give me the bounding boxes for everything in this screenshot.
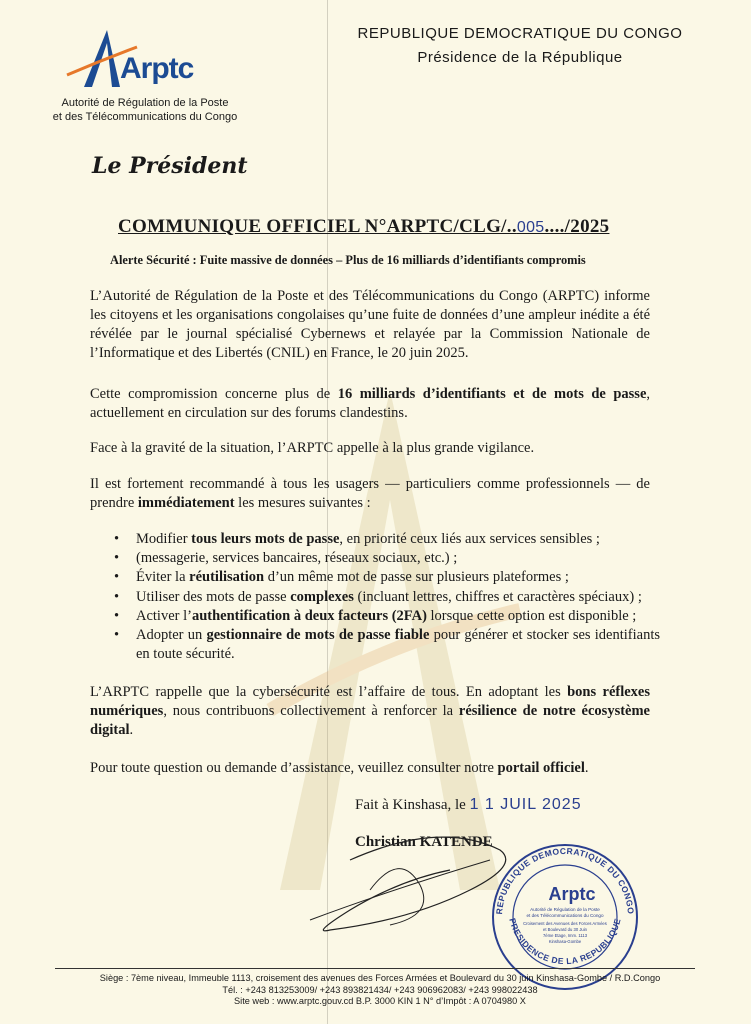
p5-bold-2: résilience de notre écosystème digital xyxy=(90,703,650,738)
list-item: • (messagerie, services bancaires, réseaux sociaux, etc.) ; xyxy=(100,549,660,568)
title-prefix: COMMUNIQUE OFFICIEL N°ARPTC/CLG/.. xyxy=(118,216,517,237)
p5-text-a: L’ARPTC rappelle que la cybersécurité est l’affaire de tous. En adoptant les xyxy=(90,684,568,700)
seal-ring-bottom: PRESIDENCE DE LA REPUBLIQUE xyxy=(507,917,623,967)
paragraph-5 xyxy=(90,683,650,740)
p2-text-a: Cette compromission concerne plus de xyxy=(90,386,338,402)
footer xyxy=(60,973,700,1008)
seal-line-2: et des Télécommunications du Congo xyxy=(526,913,604,918)
country-name: REPUBLIQUE DEMOCRATIQUE DU CONGO xyxy=(357,25,683,42)
title-suffix: ..../2025 xyxy=(544,216,610,237)
list-item: • Activer l’authentification à deux facteurs (2FA) lorsque cette option est disponible ; xyxy=(100,607,660,626)
date-stamp: 1 1 JUIL 2025 xyxy=(469,796,582,813)
place-and-date xyxy=(355,796,582,814)
seal-line-6: Kinshasa-Gombe xyxy=(548,939,582,944)
org-line-2: et des Télécommunications du Congo xyxy=(52,111,238,123)
seal-line-3: Croisement des Avenues des Forces Armées xyxy=(523,921,607,926)
place-text: Fait à Kinshasa, le xyxy=(355,797,470,813)
p6-bold: portail officiel xyxy=(497,760,585,776)
paragraph-2 xyxy=(90,385,650,423)
logo-text: Arptc xyxy=(120,52,194,85)
signer-name: Christian KATENDE xyxy=(355,834,493,850)
p2-text-c: , actuellement en circulation sur des forums clandestins. xyxy=(90,386,650,421)
footer-address: Siège : 7ème niveau, Immeuble 1113, croisement des avenues des Forces Armées et Boulevard du 30 juin Kinshasa-Gombe / R.D.Congo xyxy=(99,973,661,983)
signatory-title: Le Président xyxy=(92,153,248,179)
p5-bold-1: bons réflexes numériques xyxy=(90,684,650,719)
footer-web: Site web : www.arptc.gouv.cd B.P. 3000 KIN 1 N° d’Impôt : A 0704980 X xyxy=(234,996,526,1006)
p4-bold: immédiatement xyxy=(137,495,235,511)
p5-text-e: . xyxy=(129,722,134,738)
seal-line-1: Autorité de Régulation de la Poste xyxy=(530,907,600,912)
seal-logo: Arptc xyxy=(548,884,596,904)
organization-name xyxy=(40,96,250,124)
p5-text-c: , nous contribuons collectivement à renforcer la xyxy=(163,703,459,719)
list-item: • Utiliser des mots de passe complexes (incluant lettres, chiffres et caractères spéciaux) ; xyxy=(100,588,660,607)
footer-divider xyxy=(55,968,695,969)
p4-text-c: les mesures suivantes : xyxy=(234,495,371,511)
p6-text-c: . xyxy=(584,760,589,776)
paragraph-1: L’Autorité de Régulation de la Poste et des Télécommunications du Congo (ARPTC) informe les citoyens et les organisations congolaises qu’une fuite de données d’une ampleur inédite a été révélée par le journal spécialisé Cybernews et relayée par la Commission Nationale de l’Informatique et des Libertés (CNIL) en France, le 20 juin 2025. xyxy=(90,288,650,361)
seal-line-5: 7ème Etage, Imm. 1113 xyxy=(542,933,588,938)
p2-bold: 16 milliards d’identifiants et de mots de passe xyxy=(337,386,647,402)
handwritten-number: 005 xyxy=(516,219,545,236)
country-header xyxy=(330,22,710,70)
list-item: • Modifier tous leurs mots de passe, en priorité ceux liés aux services sensibles ; xyxy=(100,530,660,549)
list-item: • Éviter la réutilisation d’un même mot de passe sur plusieurs plateformes ; xyxy=(100,568,660,587)
org-line-1: Autorité de Régulation de la Poste xyxy=(61,97,229,109)
recommendations-list xyxy=(100,530,660,664)
svg-text:REPUBLIQUE DEMOCRATIQUE DU CON xyxy=(494,846,636,915)
p6-text-a: Pour toute question ou demande d’assistance, veuillez consulter notre xyxy=(90,760,498,776)
seal-ring-top: REPUBLIQUE DEMOCRATIQUE DU CONGO xyxy=(493,845,637,915)
presidency-name: Présidence de la République xyxy=(417,49,623,66)
footer-phone: Tél. : +243 813253009/ +243 893821434/ +243 906962083/ +243 998022438 xyxy=(222,984,538,995)
document-title xyxy=(118,216,609,238)
paragraph-3: Face à la gravité de la situation, l’ARPTC appelle à la plus grande vigilance. xyxy=(90,440,535,456)
paragraph-6 xyxy=(90,759,650,778)
paragraph-4 xyxy=(90,475,650,513)
list-item: • Adopter un gestionnaire de mots de passe fiable pour générer et stocker ses identifiants en toute sécurité. xyxy=(100,626,660,664)
document-subtitle: Alerte Sécurité : Fuite massive de données – Plus de 16 milliards d’identifiants compromis xyxy=(110,253,586,267)
p4-text-a: Il est fortement recommandé à tous les usagers — particuliers comme professionnels — de prendre xyxy=(90,476,650,511)
seal-line-4: et Boulevard du 30 Juin xyxy=(543,927,587,932)
official-seal xyxy=(490,842,640,992)
